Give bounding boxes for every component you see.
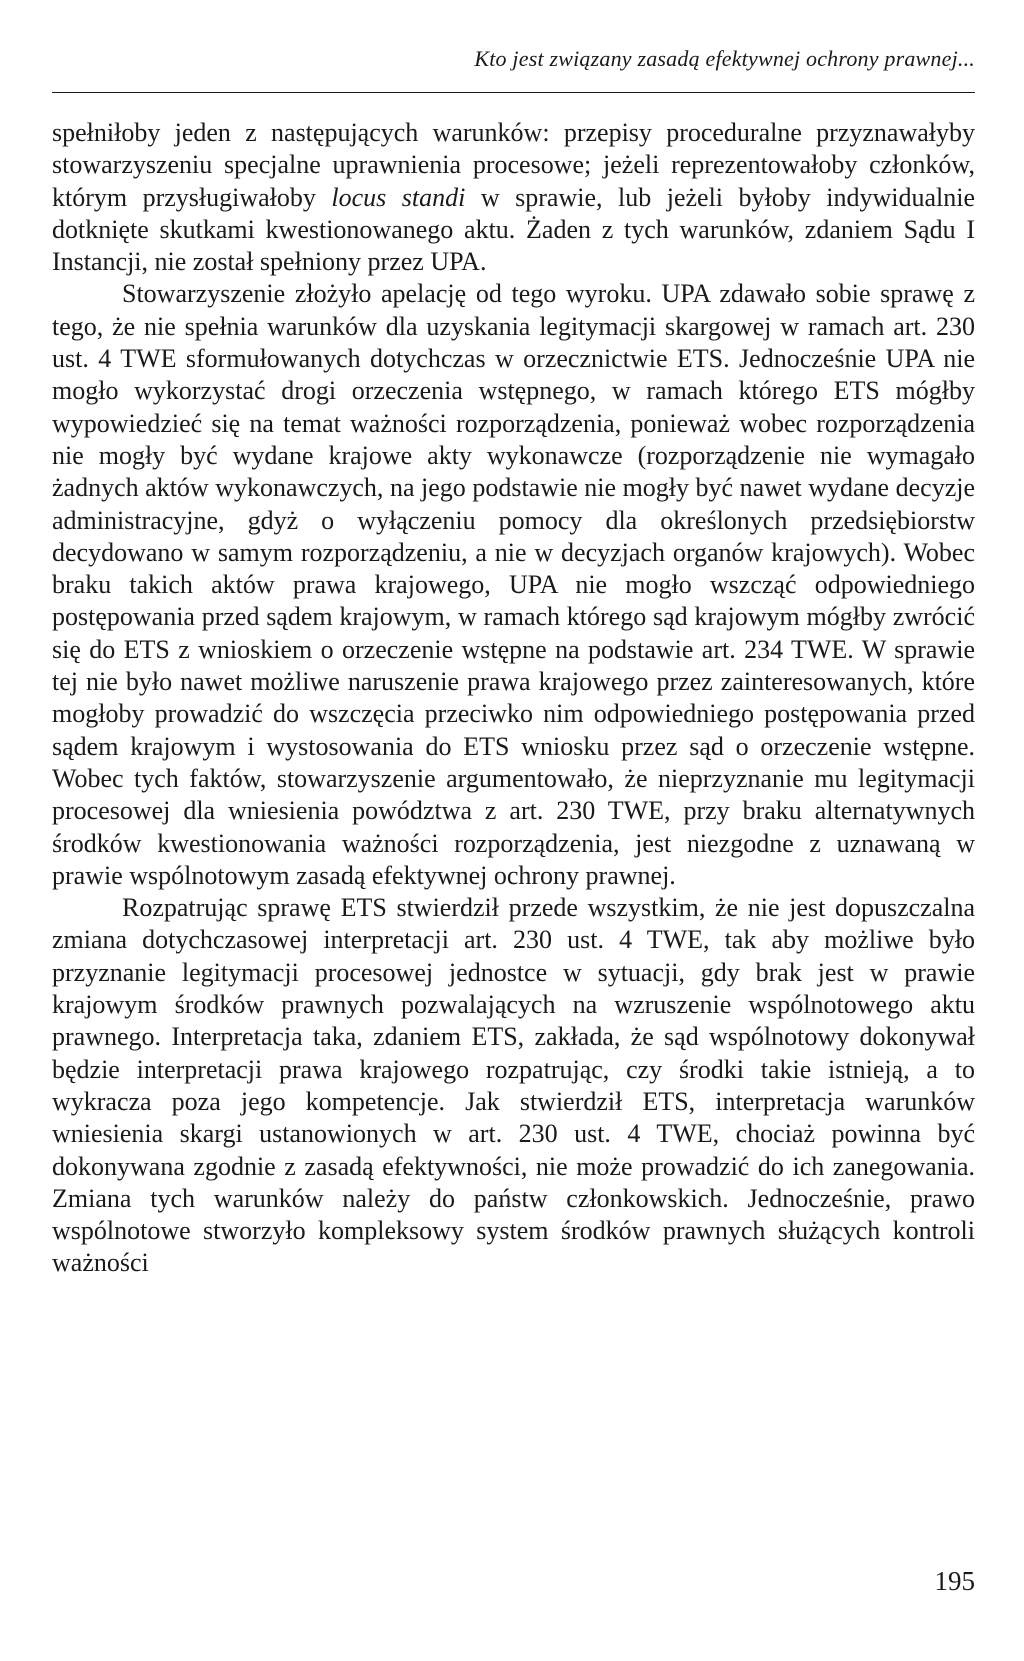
body-text bbox=[52, 117, 975, 1280]
running-header: Kto jest związany zasadą efektywnej ochrony prawnej... bbox=[474, 46, 975, 71]
page-number: 195 bbox=[934, 1566, 975, 1596]
paragraph-2: Stowarzyszenie złożyło apelację od tego wyroku. UPA zdawało sobie sprawę z tego, że nie spełnia warunków dla uzyskania legitymacji skargowej w ramach art. 230 ust. 4 TWE sformułowanych dotychczas w orzecznictwie ETS. Jednocześnie UPA nie mogło wykorzystać drogi orzeczenia wstępnego, w ramach którego ETS mógłby wypowiedzieć się na temat ważności rozporządzenia, ponieważ wobec rozporządzenia nie mogły być wydane krajowe akty wykonawcze (rozporządzenie nie wymagało żadnych aktów wykonawczych, na jego podstawie nie mogły być nawet wydane decyzje administracyjne, gdyż o wyłączeniu pomocy dla określonych przedsiębiorstw decydowano w samym rozporządzeniu, a nie w decyzjach organów krajowych). Wobec braku takich aktów prawa krajowego, UPA nie mogło wszcząć odpowiedniego postępowania przed sądem krajowym, w ramach którego sąd krajowym mógłby zwrócić się do ETS z wnioskiem o orzeczenie wstępne na podstawie art. 234 TWE. W sprawie tej nie było nawet możliwe naruszenie prawa krajowego przez zainteresowanych, które mogłoby prowadzić do wszczęcia przeciwko nim odpowiedniego postępowania przed sądem krajowym i wystosowania do ETS wniosku przez sąd o orzeczenie wstępne. Wobec tych faktów, stowarzyszenie argumentowało, że nieprzyznanie mu legitymacji procesowej dla wniesienia powództwa z art. 230 TWE, przy braku alternatywnych środków kwestionowania ważności rozporządzenia, jest niezgodne z uznawaną w prawie wspólnotowym zasadą efektywnej ochrony prawnej. bbox=[52, 279, 975, 890]
book-page bbox=[52, 0, 975, 1661]
paragraph-3: Rozpatrując sprawę ETS stwierdził przede wszystkim, że nie jest dopuszczalna zmiana dotychczasowej interpretacji art. 230 ust. 4 TWE, tak aby możliwe było przyznanie legitymacji procesowej jednostce w sytuacji, gdy brak jest w prawie krajowym środków prawnych pozwalających na wzruszenie wspólnotowego aktu prawnego. Interpretacja taka, zdaniem ETS, zakłada, że sąd wspólnotowy dokonywał będzie interpretacji prawa krajowego rozpatrując, czy środki takie istnieją, a to wykracza poza jego kompetencje. Jak stwierdził ETS, interpretacja warunków wniesienia skargi ustanowionych w art. 230 ust. 4 TWE, chociaż powinna być dokonywana zgodnie z zasadą efektywności, nie może prowadzić do ich zanegowania. Zmiana tych warunków należy do państw członkowskich. Jednocześnie, prawo wspólnotowe stworzyło kompleksowy system środków prawnych służących kontroli ważności bbox=[52, 893, 975, 1278]
paragraph-1-text-a: spełniłoby jeden z następujących warunków: przepisy proceduralne przyznawałyby stowarzyszeniu specjalne uprawnienia procesowe; jeżeli reprezentowałoby członków, którym przysługiwałoby bbox=[52, 118, 975, 212]
paragraph-1 bbox=[52, 117, 975, 278]
paragraph-1-text-b: w sprawie, lub jeżeli byłoby indywidualnie dotknięte skutkami kwestionowanego aktu. Żaden z tych warunków, zdaniem Sądu I Instancji, nie został spełniony przez UPA. bbox=[52, 182, 975, 277]
paragraph-1-italic-term: locus standi bbox=[331, 182, 466, 212]
header-rule bbox=[52, 92, 975, 93]
